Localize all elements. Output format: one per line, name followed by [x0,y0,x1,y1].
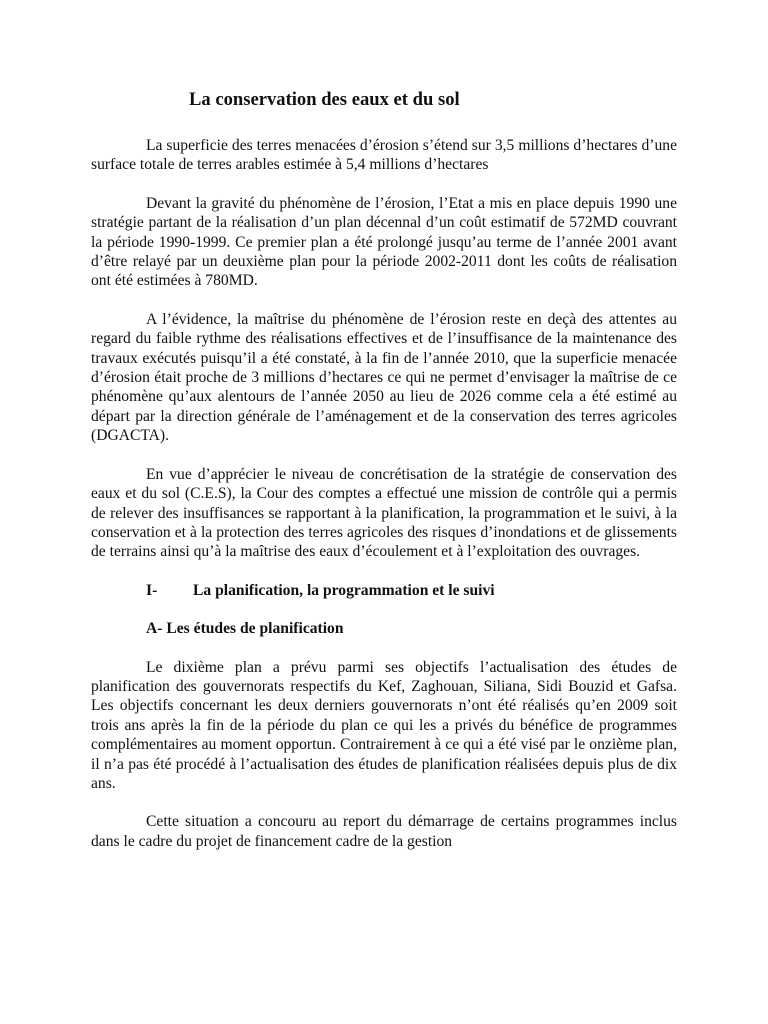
section-heading [146,581,677,600]
section-heading-text: La planification, la programmation et le suivi [193,581,495,599]
paragraph-4: En vue d’apprécier le niveau de concrétisation de la stratégie de conservation des eaux et du sol (C.E.S), la Cour des comptes a effectué une mission de contrôle qui a permis de relever des insuffisances se rapportant à la planification, la programmation et le suivi, à la conservation et à la protection des terres agricoles des risques d’inondations et de glissements de terrains ainsi qu’à la maîtrise des eaux d’écoulement et à l’exploitation des ouvrages. [91,465,677,561]
subsection-heading: A- Les études de planification [146,620,344,638]
paragraph-1: La superficie des terres menacées d’érosion s’étend sur 3,5 millions d’hectares d’une surface totale de terres arables estimée à 5,4 millions d’hectares [91,137,677,174]
paragraph-3: A l’évidence, la maîtrise du phénomène de l’érosion reste en deçà des attentes au regard du faible rythme des réalisations effectives et de l’insuffisance de la maintenance des travaux exécutés puisqu’il a été constaté, à la fin de l’année 2010, que la superficie menacée d’érosion était proche de 3 millions d’hectares ce qui ne permet d’envisager la maîtrise de ce phénomène qu’aux alentours de l’année 2050 au lieu de 2026 comme cela a été estimé au départ par la direction générale de l’aménagement et de la conservation des terres agricoles (DGACTA). [91,310,677,445]
section-paragraph-2: Cette situation a concouru au report du démarrage de certains programmes inclus dans le cadre du projet de financement cadre de la gestion [91,813,677,850]
paragraph-2: Devant la gravité du phénomène de l’érosion, l’Etat a mis en place depuis 1990 une stratégie partant de la réalisation d’un plan décennal d’un coût estimatif de 572MD couvrant la période 1990-1999. Ce premier plan a été prolongé jusqu’au terme de l’année 2001 avant d’être relayé par un deuxième plan pour la période 2002-2011 dont les coûts de réalisation ont été estimées à 780MD. [91,194,677,290]
document-title: La conservation des eaux et du sol [189,89,460,110]
section-number: I- [146,581,158,599]
document-page [91,88,677,870]
section-paragraph-1: Le dixième plan a prévu parmi ses objectifs l’actualisation des études de planification des gouvernorats respectifs du Kef, Zaghouan, Siliana, Sidi Bouzid et Gafsa. Les objectifs concernant les deux derniers gouvernorats n’ont été réalisés qu’en 2009 soit trois ans après la fin de la période du plan ce qui les a privés du bénéfice de programmes complémentaires au moment opportun. Contrairement à ce qui a été visé par le onzième plan, il n’a pas été procédé à l’actualisation des études de planification réalisées depuis plus de dix ans. [91,658,677,792]
